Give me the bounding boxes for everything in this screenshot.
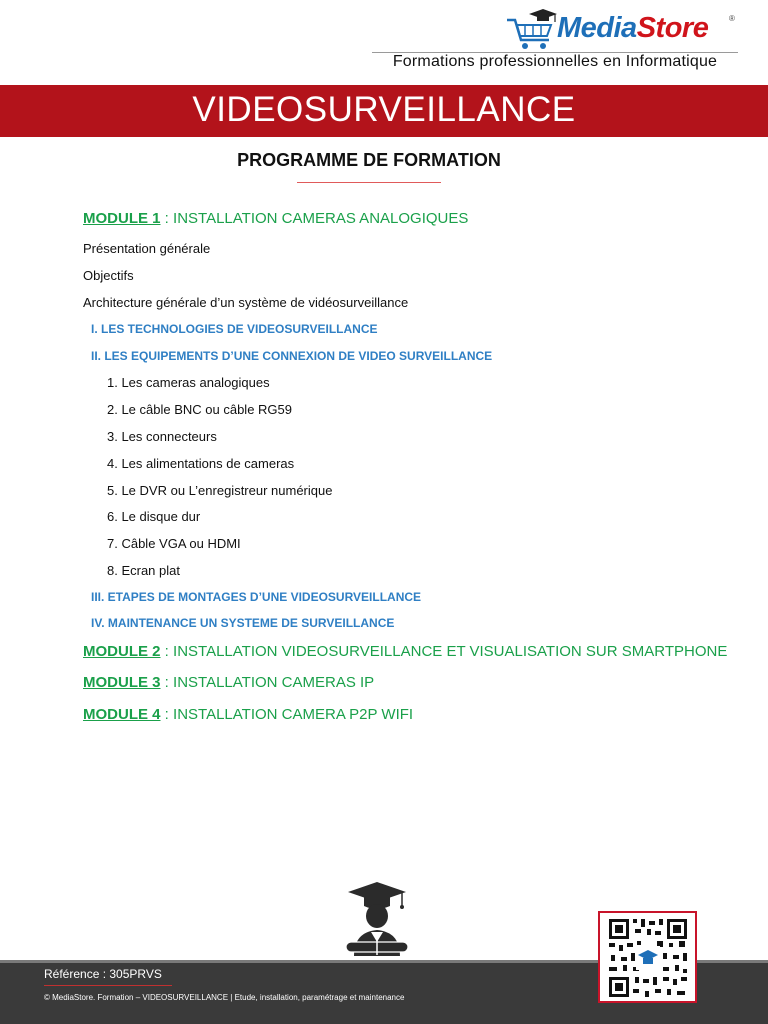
module-separator: : (160, 210, 174, 227)
module-label: MODULE 2 (83, 643, 161, 660)
section-heading: I. LES TECHNOLOGIES DE VIDEOSURVEILLANCE (91, 322, 378, 336)
module-label: MODULE 3 (83, 674, 161, 691)
module-2-heading (83, 643, 727, 660)
list-item: 1. Les cameras analogiques (107, 375, 270, 390)
qr-code-icon (607, 917, 689, 999)
title-banner (0, 85, 768, 137)
copyright-text: © MediaStore. Formation – VIDEOSURVEILLANCE | Etude, installation, paramétrage et maintenance (44, 993, 405, 1002)
module-4-heading (83, 706, 413, 723)
module-separator: : (160, 706, 174, 723)
brand-name: MediaStore (557, 12, 709, 44)
module-title: INSTALLATION VIDEOSURVEILLANCE ET VISUALISATION SUR SMARTPHONE (173, 643, 728, 660)
intro-line: Objectifs (83, 268, 134, 283)
module-separator: : (160, 674, 174, 691)
section-heading: III. ETAPES DE MONTAGES D’UNE VIDEOSURVEILLANCE (91, 590, 422, 604)
module-separator: : (160, 643, 174, 660)
module-title: INSTALLATION CAMERA P2P WIFI (173, 706, 414, 723)
tagline: Formations professionnelles en Informatique (392, 53, 718, 70)
subtitle-underline (297, 182, 441, 183)
list-item: 6. Le disque dur (107, 509, 201, 524)
list-item: 7. Câble VGA ou HDMI (107, 536, 241, 551)
module-label: MODULE 1 (83, 210, 161, 227)
section-heading: IV. MAINTENANCE UN SYSTEME DE SURVEILLANCE (91, 616, 395, 630)
module-3-heading (83, 674, 374, 691)
list-item: 8. Ecran plat (107, 563, 180, 578)
list-item: 5. Le DVR ou L’enregistreur numérique (107, 483, 333, 498)
reference-underline (44, 985, 172, 986)
reference-code: Référence : 305PRVS (44, 967, 162, 981)
graduate-diploma-icon (340, 880, 414, 960)
list-item: 2. Le câble BNC ou câble RG59 (107, 402, 292, 417)
module-title: INSTALLATION CAMERAS IP (173, 674, 375, 691)
page-subtitle: PROGRAMME DE FORMATION (237, 150, 501, 170)
qr-code-frame (598, 911, 697, 1003)
registered-mark: ® (729, 14, 735, 23)
page-title: VIDEOSURVEILLANCE (192, 90, 576, 129)
module-title: INSTALLATION CAMERAS ANALOGIQUES (173, 210, 469, 227)
module-label: MODULE 4 (83, 706, 161, 723)
intro-line: Architecture générale d’un système de vidéosurveillance (83, 295, 409, 310)
section-heading: II. LES EQUIPEMENTS D’UNE CONNEXION DE VIDEO SURVEILLANCE (91, 349, 493, 363)
list-item: 3. Les connecteurs (107, 429, 217, 444)
module-1-heading (83, 210, 468, 227)
mediastore-logo (505, 6, 745, 54)
intro-line: Présentation générale (83, 241, 211, 256)
shopping-cart-graduation-logo-icon (505, 8, 557, 52)
list-item: 4. Les alimentations de cameras (107, 456, 295, 471)
